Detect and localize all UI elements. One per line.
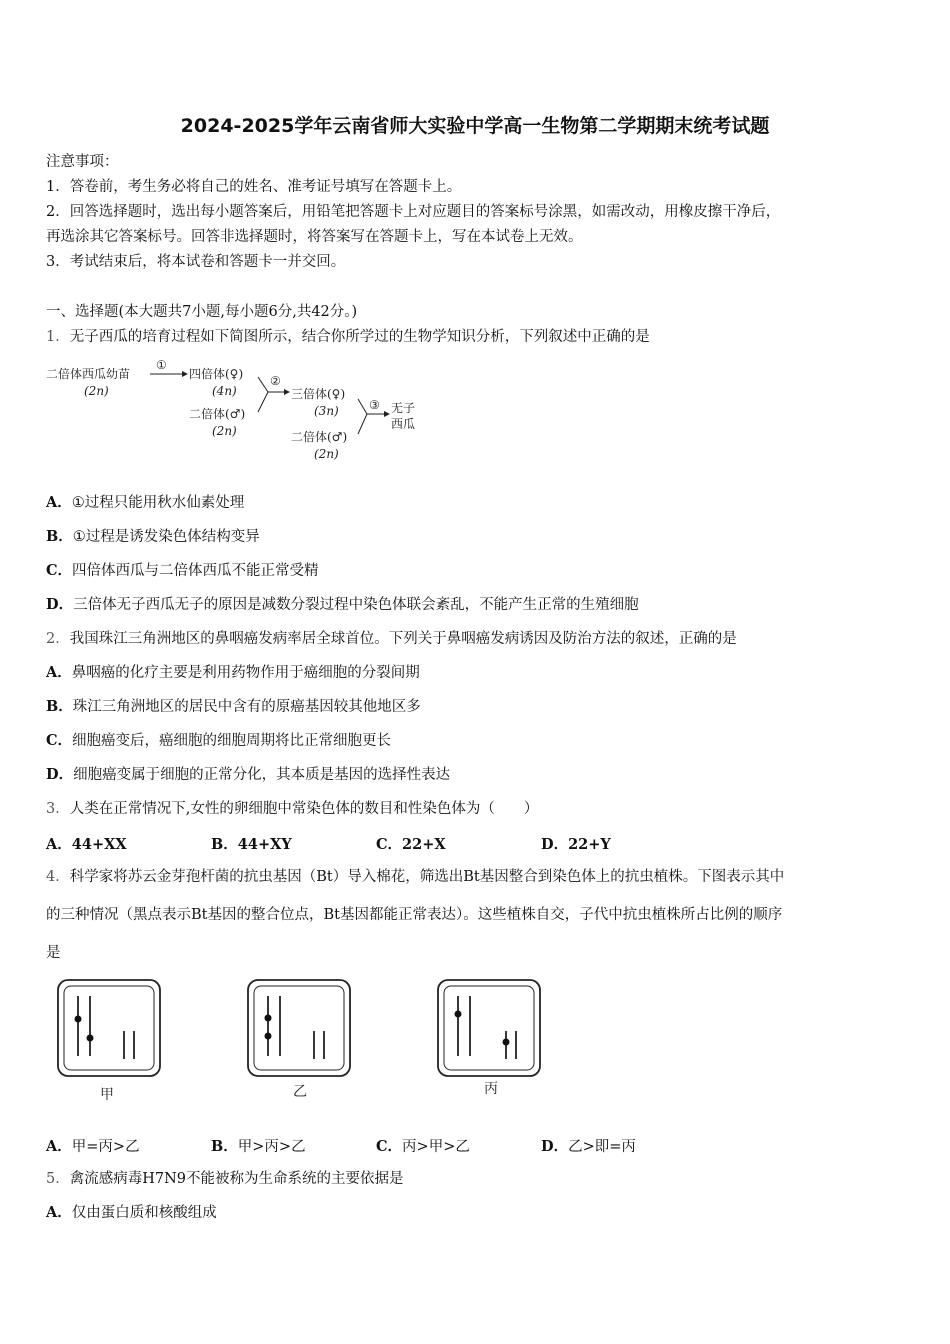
q4-option-d: D．乙>即=丙: [541, 1138, 636, 1155]
q4-option-a: A．甲=丙>乙: [46, 1138, 140, 1155]
question-1: [46, 327, 650, 347]
q1-option-a: A．①过程只能用秋水仙素处理: [46, 494, 245, 511]
question-4-line-2: 的三种情况（黑点表示Bt基因的整合位点，Bt基因都能正常表达）。这些植株自交，子代中抗虫植株所占比例的顺序: [46, 907, 783, 923]
diagram-tetraploid: 四倍体(♀): [189, 367, 244, 381]
figure-label-jia: 甲: [100, 1087, 114, 1103]
question-text: 人类在正常情况下,女性的卵细胞中常染色体的数目和性染色体为（ ）: [69, 801, 539, 817]
question-4: [46, 867, 784, 887]
cell-yi: [248, 980, 350, 1076]
watermelon-breeding-diagram: [46, 352, 446, 467]
diagram-diploid-male-2-n: (2n): [314, 447, 339, 461]
question-number: 2．: [46, 631, 70, 647]
q2-option-d: D．细胞癌变属于细胞的正常分化，其本质是基因的选择性表达: [46, 766, 451, 783]
q3-option-d: D．22+Y: [541, 836, 611, 853]
bt-site: [265, 1015, 272, 1022]
notice-item: 3．考试结束后，将本试卷和答题卡一并交回。: [46, 254, 346, 270]
notice-item: 2．回答选择题时，选出每小题答案后，用铅笔把答题卡上对应题目的答案标号涂黑，如需改动，用橡皮擦干净后，: [46, 204, 781, 220]
chromosome-figures: [50, 976, 560, 1104]
section-heading: 一、选择题(本大题共7小题,每小题6分,共42分。): [46, 304, 358, 320]
bt-site: [75, 1016, 82, 1023]
q4-option-c: C．丙>甲>乙: [376, 1138, 470, 1155]
diagram-triploid-n: (3n): [314, 404, 339, 418]
q1-option-b: B．①过程是诱发染色体结构变异: [46, 528, 260, 545]
diagram-triploid: 三倍体(♀): [291, 387, 346, 401]
question-number: 5．: [46, 1171, 70, 1187]
cell-jia: [58, 980, 160, 1076]
notice-item: 再选涂其它答案标号。回答非选择题时，将答案写在答题卡上，写在本试卷上无效。: [46, 229, 583, 245]
diagram-tetraploid-n: (4n): [212, 384, 237, 398]
question-3: [46, 799, 538, 819]
diagram-seedling: 二倍体西瓜幼苗: [46, 367, 131, 381]
question-text-line-1: 科学家将苏云金芽孢杆菌的抗虫基因（Bt）导入棉花，筛选出Bt基因整合到染色体上的抗虫植株。下图表示其中: [69, 869, 785, 885]
figure-label-yi: 乙: [293, 1084, 307, 1100]
question-text: 我国珠江三角洲地区的鼻咽癌发病率居全球首位。下列关于鼻咽癌发病诱因及防治方法的叙述，正确的是: [69, 631, 737, 647]
diagram-step-2: ②: [270, 374, 281, 388]
q3-options: [46, 833, 746, 853]
bt-site: [265, 1033, 272, 1040]
diagram-step-3: ③: [369, 398, 380, 412]
q3-option-b: B．44+XY: [211, 836, 292, 853]
question-number: 1．: [46, 329, 70, 345]
q3-option-a: A．44+XX: [46, 836, 127, 853]
notice-heading: 注意事项：: [46, 154, 119, 170]
diagram-step-1: ①: [156, 358, 167, 372]
q1-option-c: C．四倍体西瓜与二倍体西瓜不能正常受精: [46, 562, 319, 579]
q5-option-a: A．仅由蛋白质和核酸组成: [46, 1204, 217, 1221]
diagram-diploid-male-n: (2n): [212, 424, 237, 438]
question-text: 无子西瓜的培育过程如下简图所示，结合你所学过的生物学知识分析，下列叙述中正确的是: [69, 329, 650, 345]
question-number: 4．: [46, 869, 70, 885]
question-5: [46, 1169, 404, 1189]
notice-item: 1．答卷前，考生务必将自己的姓名、准考证号填写在答题卡上。: [46, 179, 462, 195]
q2-option-b: B．珠江三角洲地区的居民中含有的原癌基因较其他地区多: [46, 698, 421, 715]
figure-label-bing: 丙: [484, 1081, 498, 1097]
q2-option-a: A．鼻咽癌的化疗主要是利用药物作用于癌细胞的分裂间期: [46, 664, 420, 681]
page-title: 2024-2025学年云南省师大实验中学高一生物第二学期期末统考试题: [180, 115, 770, 137]
q4-options: [46, 1135, 746, 1155]
question-4-line-3: 是: [46, 945, 61, 961]
bt-site: [503, 1039, 510, 1046]
diagram-result-1: 无子: [391, 401, 416, 415]
q2-option-c: C．细胞癌变后，癌细胞的细胞周期将比正常细胞更长: [46, 732, 392, 749]
cell-bing: [438, 980, 540, 1076]
diagram-result-2: 西瓜: [391, 417, 416, 431]
q1-option-d: D．三倍体无子西瓜无子的原因是减数分裂过程中染色体联会紊乱，不能产生正常的生殖细胞: [46, 596, 639, 613]
diagram-diploid-male-2: 二倍体(♂): [291, 430, 348, 444]
diagram-diploid-male: 二倍体(♂): [189, 407, 246, 421]
question-text: 禽流感病毒H7N9不能被称为生命系统的主要依据是: [69, 1171, 404, 1187]
q3-option-c: C．22+X: [376, 836, 446, 853]
question-2: [46, 629, 737, 649]
question-number: 3．: [46, 801, 70, 817]
diagram-seedling-n: (2n): [84, 384, 109, 398]
bt-site: [87, 1035, 94, 1042]
q4-option-b: B．甲>丙>乙: [211, 1138, 306, 1155]
bt-site: [455, 1011, 462, 1018]
